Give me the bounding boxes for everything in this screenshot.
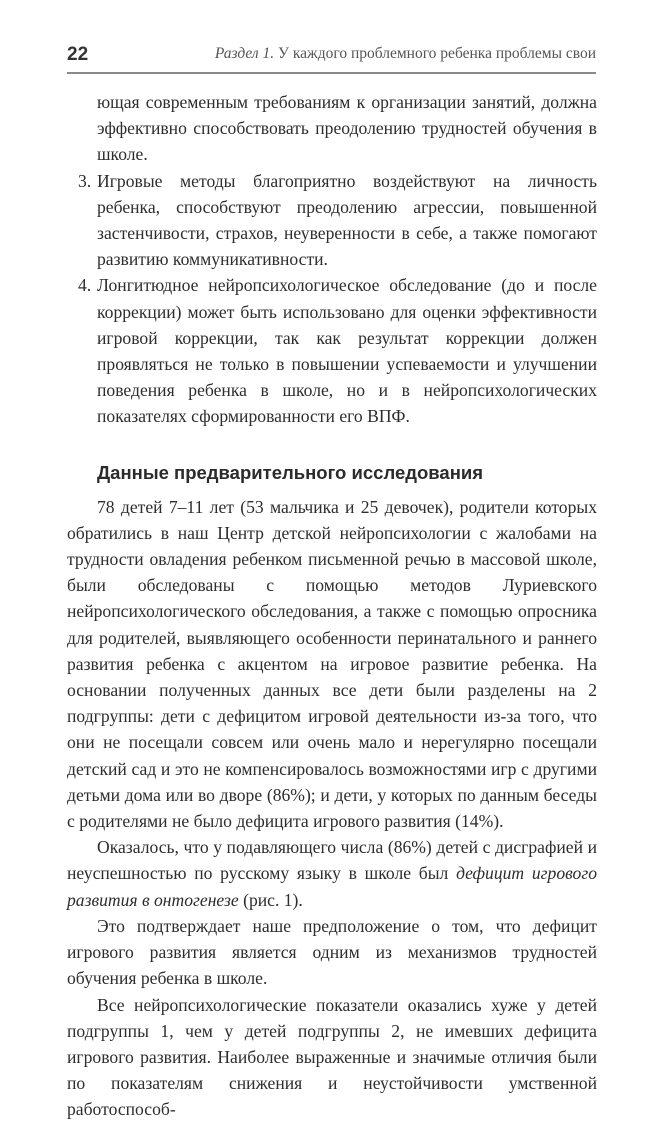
paragraph-text: Оказалось, что у подавляющего числа (86%) детей с дисграфией и неуспешностью по русскому языку в школе был [67,837,597,884]
section-heading: Данные предварительного исследования [97,461,484,483]
list-item-number: 3. [78,170,92,191]
section-label: Раздел 1. [214,45,275,62]
emphasis-text: дефицит игрового развития в онтогенезе [67,863,597,910]
list-item-text: Лонгитюдное нейропсихологическое обследование (до и после коррекции) может быть использовано для оценки эффективности игровой коррекции, так как результат коррекции должен проявляться не только в повышении успеваемости и улучшении поведения ребенка в школе, но и в нейропсихологических показателях сформированности его ВПФ. [97,275,597,427]
list-item [67,272,597,429]
list-item [67,168,597,273]
paragraph: Все нейропсихологические показатели оказались хуже у детей подгруппы 1, чем у детей подгруппы 2, не имевших дефицита игрового развития. Наиболее выраженные и значимые отличия были по показателям снижения и неустойчивости умственной работоспособ- [67,994,597,1120]
paragraph: 78 детей 7–11 лет (53 мальчика и 25 девочек), родители которых обратились в наш Центр детской нейропсихологии с жалобами на трудности овладения ребенком письменной речью в массовой школе, были обследованы с помощью методов Луриевского нейропсихологического обследования, а также с помощью опросника для родителей, выявляющего особенности перинатального и раннего развития ребенка с акцентом на игровое развитие ребенка. На основании полученных данных все дети были разделены на 2 подгруппы: дети с дефицитом игровой деятельности из-за того, что они не посещали совсем или очень мало и нерегулярно посещали детский сад и это не компенсировалось возможностями игр с другими детьми дома или во дворе (86%); и дети, у которых по данным беседы с родителями не было дефицита игрового развития (14%). [67,496,597,832]
running-header [215,45,596,63]
continuation-paragraph: ющая современным требованиям к организации занятий, должна эффективно способствовать преодолению трудностей обучения в школе. [97,92,597,165]
page-body [67,89,597,1123]
paragraph-text: (рис. 1). [238,889,303,910]
header-rule [67,72,596,74]
list-item-number: 4. [78,275,92,296]
paragraph: Это подтверждает наше предположение о том, что дефицит игрового развития является одним из механизмов трудностей обучения ребенка в школе. [67,915,597,989]
paragraph [67,834,597,913]
list-item-text: Игровые методы благоприятно воздействуют на личность ребенка, способствуют преодолению агрессии, повышенной застенчивости, страхов, неуверенности в себе, а также помогают развитию коммуникативности. [97,170,597,270]
page-number: 22 [67,44,89,65]
section-title: У каждого проблемного ребенка проблемы свои [274,45,596,62]
